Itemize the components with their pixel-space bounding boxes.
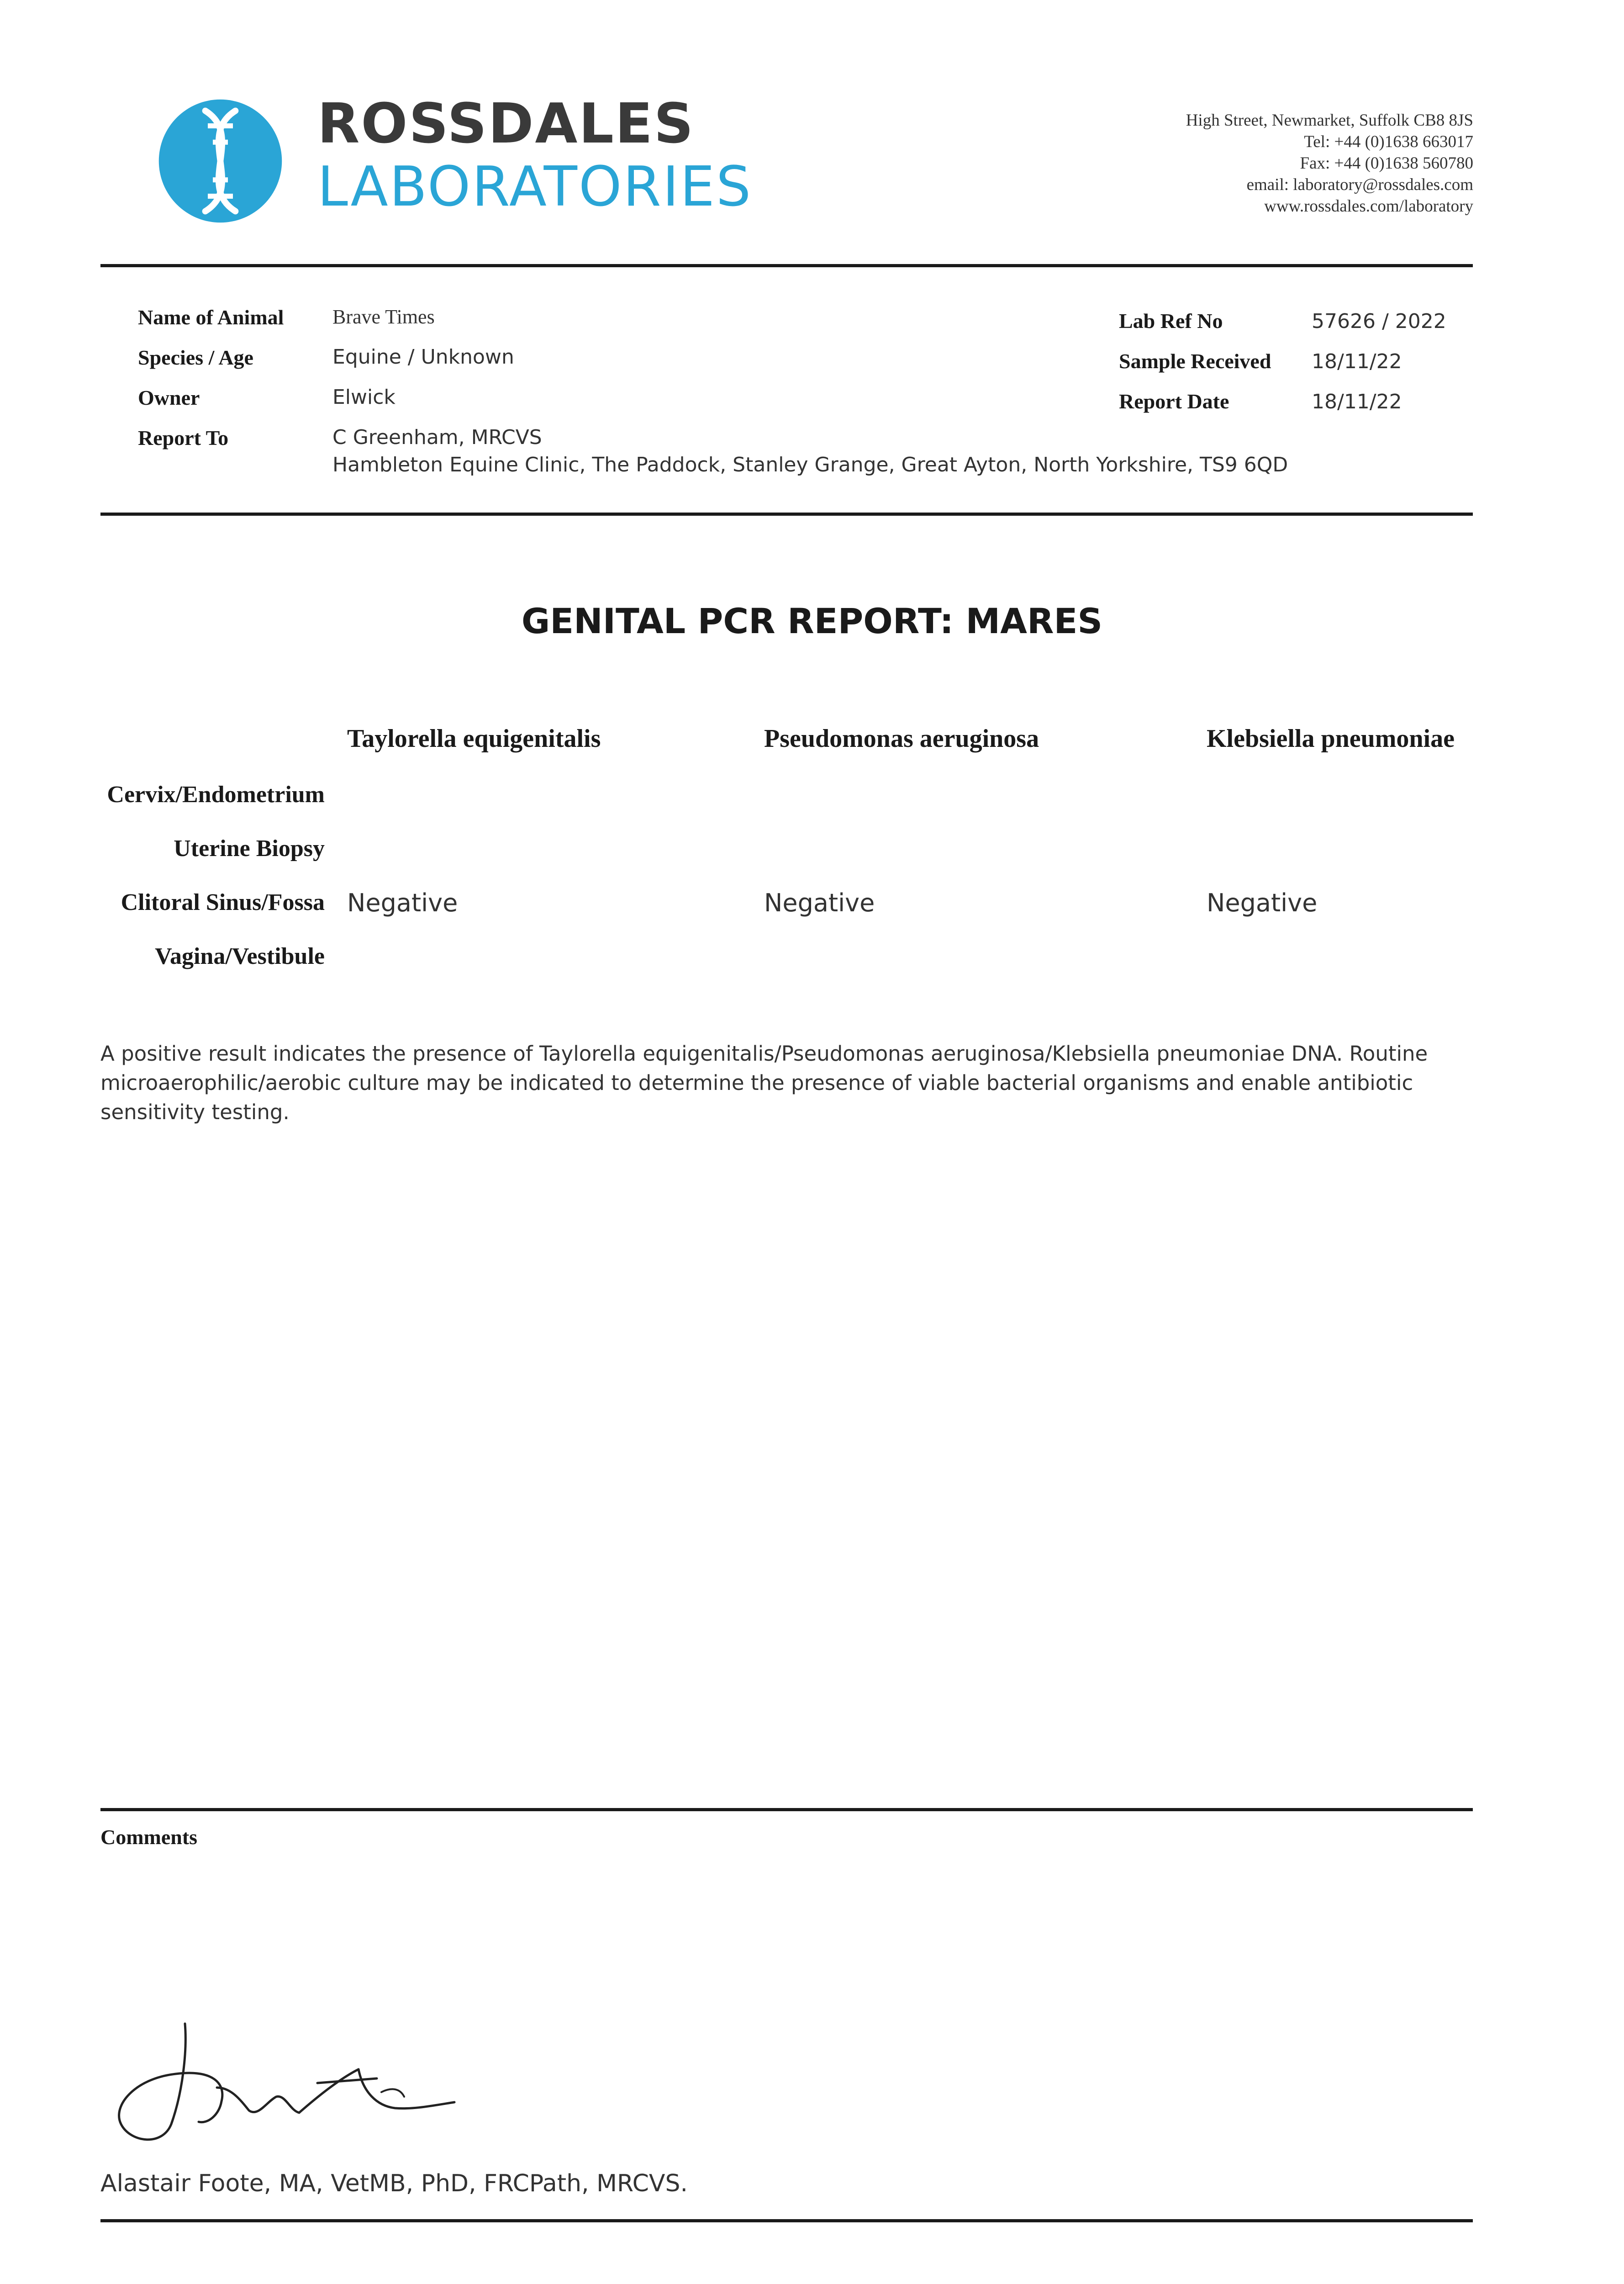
footer-divider [100, 2219, 1473, 2222]
lab-ref-value: 57626 / 2022 [1312, 310, 1446, 333]
lab-tel: Tel: +44 (0)1638 663017 [1304, 132, 1473, 151]
lab-contact-block [1062, 110, 1473, 217]
note-line-2: microaerophilic/aerobic culture may be indicated to determine the presence of viable bacterial organisms and enable antibiotic [100, 1071, 1413, 1095]
header-divider [100, 264, 1473, 267]
signer-name: Alastair Foote, MA, VetMB, PhD, FRCPath, MRCVS. [100, 2170, 688, 2197]
column-header-klebsiella: Klebsiella pneumoniae [1207, 724, 1455, 753]
row-label-cervix-endometrium: Cervix/Endometrium [107, 782, 325, 808]
comments-label: Comments [100, 1825, 198, 1849]
report-date-label: Report Date [1119, 390, 1229, 413]
lab-address: High Street, Newmarket, Suffolk CB8 8JS [1186, 111, 1473, 130]
info-divider [100, 513, 1473, 516]
column-header-taylorella: Taylorella equigenitalis [347, 724, 601, 753]
sample-received-label: Sample Received [1119, 349, 1271, 373]
report-to-value: C Greenham, MRCVS [332, 426, 542, 449]
owner-label: Owner [138, 386, 200, 409]
result-interpretation-note [100, 1039, 1480, 1127]
name-of-animal-label: Name of Animal [138, 306, 284, 329]
comments-divider [100, 1808, 1473, 1811]
row-label-uterine-biopsy: Uterine Biopsy [174, 835, 325, 862]
species-age-value: Equine / Unknown [332, 345, 514, 369]
brand-name-line1: ROSSDALES [317, 92, 695, 156]
result-clitoral-klebsiella: Negative [1207, 888, 1318, 917]
report-title: GENITAL PCR REPORT: MARES [521, 601, 1103, 641]
row-label-vagina-vestibule: Vagina/Vestibule [155, 943, 325, 969]
owner-value: Elwick [332, 386, 395, 409]
lab-email: email: laboratory@rossdales.com [1246, 175, 1473, 194]
report-to-address: Hambleton Equine Clinic, The Paddock, Stanley Grange, Great Ayton, North Yorkshire, TS9 6QD [332, 453, 1288, 476]
note-line-3: sensitivity testing. [100, 1100, 290, 1124]
brand-name-line2: LABORATORIES [317, 155, 753, 219]
row-label-clitoral-sinus-fossa: Clitoral Sinus/Fossa [121, 889, 325, 915]
rossdales-logo-icon [158, 98, 283, 224]
lab-fax: Fax: +44 (0)1638 560780 [1300, 154, 1473, 173]
report-to-label: Report To [138, 426, 229, 449]
name-of-animal-value: Brave Times [332, 306, 435, 328]
result-clitoral-taylorella: Negative [347, 888, 458, 917]
species-age-label: Species / Age [138, 346, 253, 369]
lab-ref-label: Lab Ref No [1119, 309, 1223, 333]
sample-received-value: 18/11/22 [1312, 350, 1402, 373]
report-date-value: 18/11/22 [1312, 390, 1402, 413]
column-header-pseudomonas: Pseudomonas aeruginosa [764, 724, 1039, 753]
lab-website: www.rossdales.com/laboratory [1264, 197, 1473, 216]
result-clitoral-pseudomonas: Negative [764, 888, 875, 917]
note-line-1: A positive result indicates the presence of Taylorella equigenitalis/Pseudomonas aeruginosa/Klebsiella pneumoniae DNA. Routine [100, 1042, 1428, 1066]
signature-image [103, 2019, 459, 2152]
